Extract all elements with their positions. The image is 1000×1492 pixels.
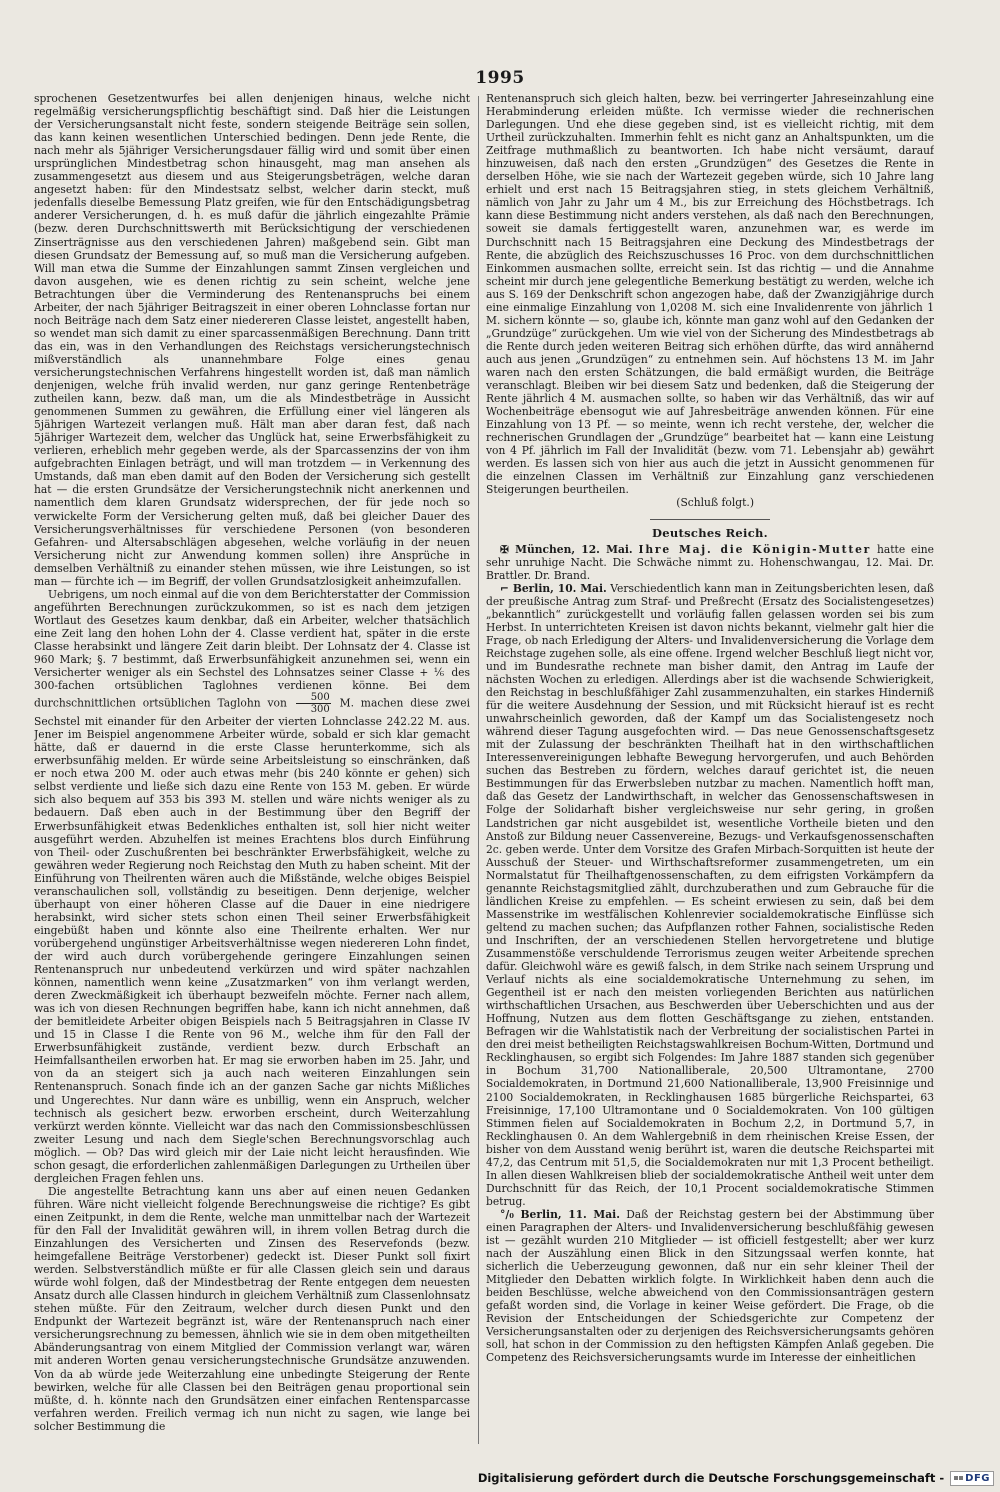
report-berlin-10-dateline: ⌐ Berlin, 10. Mai. [500, 581, 607, 595]
digitization-footer [478, 1468, 994, 1488]
left-paragraph-2-continued: M. machen diese zwei Sechstel mit einander für den Arbeiter der vierten Lohnclasse 242.22 M. aus. Jener im Beispiel angenommene Arbeiter würde, sobald er sich klar gemacht hätte, daß er dauernd in die erste Classe herunterkomme, sich als erwerbsunfähig melden. Er würde seine Arbeitsleistung so einschränken, daß er noch etwa 200 M. oder auch etwas mehr (bis 240 könnte er gehen) sich selbst verdiente und ließe sich dazu eine Rente von 153 M. geben. Er würde sich also bequem auf 353 bis 393 M. stellen und wäre nichts weniger als zu bedauern. Daß eben auch in der Bestimmung über den Begriff der Erwerbsunfähigkeit etwas Bedenkliches enthalten ist, soll hier nicht weiter ausgeführt werden. Abzuhelfen ist meines Erachtens blos durch Einführung von Theil- oder Zuschußrenten bei beschränkter Erwerbsfähigkeit, welche zu gewähren weder Regierung noch Reichstag den Muth zu haben scheint. Mit der Einführung von Theilrenten wären auch die Mißstände, welche obiges Beispiel veranschaulichen soll, vollständig zu beseitigen. Denn derjenige, welcher überhaupt von einer höheren Classe auf die Dauer in eine niedrigere herabsinkt, wird sicher stets schon einen Theil seiner Erwerbsfähigkeit eingebüßt haben und könnte also eine Theilrente erhalten. Wer nur vorübergehend ungünstiger Arbeitsverhältnisse wegen niedereren Lohn findet, der wird auch durch vorübergehende geringere Einzahlungen seinen Rentenanspruch nur unbedeutend verkürzen und wird später nachzahlen können, namentlich wenn keine „Zusatzmarken“ von ihm verlangt werden, deren Zweckmäßigkeit ich überhaupt bezweifeln möchte. Ferner nach allem, was ich von diesen Rechnungen begriffen habe, kann ich nicht annehmen, daß der bemitleidete Arbeiter obigen Beispiels nach 5 Beitragsjahren in Classe IV und 15 in Classe I die Rente von 96 M., welche ihm für den Fall der Erwerbsunfähigkeit zustände, verdient bezw. durch Erbschaft an Heimfallsantheilen erworben hat. Er mag sie erworben haben im 25. Jahr, und von da an steigert sich ja auch nach weiteren Einzahlungen sein Rentenanspruch. Sonach finde ich an der ganzen Sache gar nichts Mißliches und Ungerechtes. Nur dann wäre es unbillig, wenn ein Anspruch, welcher technisch als gesichert bezw. erworben erscheint, durch Weiterzahlung verkürzt werden könnte. Vielleicht war das nach den Commissionsbeschlüssen zweiter Lesung und nach dem Siegle'schen Berechnungsvorschlag auch möglich. — Ob? Das wird gleich mir der Laie nicht leicht herausfinden. Wie schon gesagt, die erforderlichen zahlenmäßigen Darlegungen zu Urtheilen über dergleichen Fragen fehlen uns. [34, 696, 470, 1185]
report-berlin-10-text: Verschiedentlich kann man in Zeitungsberichten lesen, daß der preußische Antrag zum Straf- und Preßrecht (Ersatz des Socialistengesetzes) „bekanntlich“ zurückgestellt und vorläufig fallen gelassen worden sei bis zum Herbst. In unterrichteten Kreisen ist davon nichts bekannt, vielmehr galt hier die Frage, ob nach Erledigung der Alters- und Invalidenversicherung die Vorlage dem Reichstage zugehen solle, als eine offene. Irgend welcher Beschluß liegt nicht vor, und im Bundesrathe rechnete man bisher damit, den Antrag im Laufe der nächsten Wochen zu erledigen. Allerdings aber ist die wachsende Schwierigkeit, den Reichstag in beschlußfähiger Zahl zusammenzuhalten, ein starkes Hinderniß für die weitere Ausdehnung der Session, und mit Rücksicht hierauf ist es recht unwahrscheinlich geworden, daß der Kampf um das Socialistengesetz noch während dieser Tagung ausgefochten wird. — Das neue Genossenschaftsgesetz mit der Zulassung der beschränkten Theilhaft hat in den wirthschaftlichen Interessenvereinigungen lebhafte Bewegung hervorgerufen, und auch Behörden suchen das Bestreben zu fördern, welches darauf gerichtet ist, die neuen Bestimmungen für das Erwerbsleben nutzbar zu machen. Namentlich hofft man, daß das Gesetz der Landwirthschaft, in welcher das Genossenschaftswesen in Folge der Solidarhaft bisher vergleichsweise nur sehr gering, in großen Landstrichen gar nicht ausgebildet ist, wesentliche Vortheile bieten und den Anstoß zur Bildung neuer Cassenvereine, Bezugs- und Verkaufsgenossenschaften 2c. geben werde. Unter dem Vorsitze des Grafen Mirbach-Sorquitten ist heute der Ausschuß der Steuer- und Wirthschaftsreformer zusammengetreten, um ein Normalstatut für Theilhaftgenossenschaften, zu dem eifrigsten Vorkämpfern da genannte Reichstagsmitglied zählt, durchzuberathen und zum Gebrauche für die ländlichen Kreise zu empfehlen. — Es scheint erwiesen zu sein, daß bei dem Massenstrike im westfälischen Kohlenrevier socialdemokratische Einflüsse sich geltend zu machen suchen; das Aufpflanzen rother Fahnen, socialistische Reden und Inschriften, der an verschiedenen Stellen hervorgetretene und blutige Zusammenstöße verschuldende Terrorismus zeugen weiter Arbeitende sprechen dafür. Gleichwohl wäre es gewiß falsch, in dem Strike nach seinem Ursprung und Verlauf nichts als eine socialdemokratische Unternehmung zu sehen, im Gegentheil ist er nach den meisten vorliegenden Berichten aus natürlichen wirthschaftlichen Ursachen, aus Beschwerden über Ueberschichten und aus der Hoffnung, Nutzen aus dem flotten Geschäftsgange zu ziehen, entstanden. Befragen wir die Wahlstatistik nach der Verbreitung der socialistischen Partei in den drei meist betheiligten Reichstagswahlkreisen Bochum-Witten, Dortmund und Recklinghausen, so ergibt sich Folgendes: Im Jahre 1887 standen sich gegenüber in Bochum 31,700 Nationalliberale, 20,500 Ultramontane, 2700 Socialdemokraten, in Dortmund 21,600 Nationalliberale, 13,900 Freisinnige und 2100 Socialdemokraten, in Recklinghausen 1685 bürgerliche Reichspartei, 63 Freisinnige, 17,100 Ultramontane und 0 Socialdemokraten. Von 100 gültigen Stimmen fielen auf Socialdemokraten in Bochum 2,2, in Dortmund 5,7, in Recklinghausen 0. An dem Wahlergebniß in dem rheinischen Kreise Essen, der bisher von dem Ausstand wenig berührt ist, waren die deutsche Reichspartei mit 47,2, das Centrum mit 51,5, die Socialdemokraten nur mit 1,3 Procent betheiligt. In allen diesen Wahlkreisen blieb der socialdemokratische Antheil weit unter dem Durchschnitt für das Reich, der 10,1 Procent socialdemokratische Stimmen betrug. [486, 581, 934, 1208]
column-divider [478, 96, 479, 1444]
report-berlin-11 [486, 1208, 934, 1365]
left-column [34, 92, 470, 1444]
right-column [486, 92, 934, 1444]
report-berlin-11-text: Daß der Reichstag gestern bei der Abstimmung über einen Paragraphen der Alters- und Invalidenversicherung beschlußfähig gewesen ist — gezählt wurden 210 Mitglieder — ist officiell festgestellt; aber wer kurz nach der Auszählung einen Blick in den Sitzungssaal werfen konnte, hat sicherlich die Ueberzeugung gewonnen, daß nur ein sehr kleiner Theil der Mitglieder den Debatten wirklich folgte. In Wirklichkeit haben denn auch die beiden Beschlüsse, welche abweichend von den Commissionsanträgen gestern gefaßt worden sind, die Vorlage in keiner Weise gefördert. Die Frage, ob die Revision der Entscheidungen der Schiedsgerichte zur Competenz der Versicherungsanstalten oder zu derjenigen des Reichsversicherungsamts gehören soll, hat schon in der Commission zu den heftigsten Kämpfen Anlaß gegeben. Die Competenz des Reichsversicherungsamts wurde im Interesse der einheitlichen [486, 1207, 934, 1365]
left-paragraph-1: sprochenen Gesetzentwurfes bei allen denjenigen hinaus, welche nicht regelmäßig versicherungspflichtig beschäftigt sind. Daß hier die Leistungen der Versicherungsanstalt nicht feste, sondern steigende Beiträge sein sollen, das kann keinen wesentlichen Unterschied bedingen. Denn jede Rente, die nach mehr als 5jähriger Versicherungsdauer fällig wird und somit über einen ursprünglichen Mindestbetrag schon hinausgeht, mag man ansehen als zusammengesetzt aus diesem und aus Steigerungsbeträgen, welche daran angesetzt haben: für den Mindestsatz selbst, welcher darin steckt, muß jedenfalls dieselbe Bemessung Platz greifen, wie für den Entschädigungsbetrag anderer Versicherungen, d. h. es muß dafür die jährlich eingezahlte Prämie (bezw. deren Durchschnittswerth mit Berücksichtigung der verschiedenen Zinserträgnisse aus den verschiedenen Jahren) maßgebend sein. Gibt man diesen Grundsatz der Bemessung auf, so muß man die Versicherung aufgeben. Will man etwa die Summe der Einzahlungen sammt Zinsen vergleichen und davon ausgehen, wie es denen richtig zu sein scheint, welche jene Betrachtungen über die Verminderung des Rentenanspruchs bei einem Arbeiter, der nach 5jähriger Beitragszeit in einer oberen Lohnclasse fortan nur noch Beiträge nach dem Satz einer niedereren Classe leistet, angestellt haben, so wendet man sich damit zu einer sparcassenmäßigen Berechnung. Dann tritt das ein, was in den Verhandlungen des Reichstags versicherungstechnisch mißverständlich als unannehmbare Folge eines genau versicherungstechnischen Verfahrens hingestellt worden ist, daß man nämlich denjenigen, welche früh invalid werden, nur ganz geringe Rentenbeträge zutheilen kann, bezw. daß man, um die als Mindestbeträge in Aussicht genommenen Summen zu gewähren, die Erfüllung einer viel längeren als 5jährigen Wartezeit verlangen muß. Hält man aber daran fest, daß nach 5jähriger Wartezeit dem, welcher das Unglück hat, seine Erwerbsfähigkeit zu verlieren, erheblich mehr gegeben werde, als der Sparcassenzins der von ihm aufgebrachten Einlagen beträgt, und will man trotzdem — in Verkennung des Umstands, daß man eben damit auf den Boden der Versicherung sich gestellt hat — die ersten Grundsätze der Versicherungstechnik nicht anerkennen und namentlich dem klaren Grundsatz widersprechen, der für jede noch so verwickelte Form der Versicherung gelten muß, daß bei gleicher Dauer des Versicherungsverhältnisses für verschiedene Personen (von besonderen Gefahren- und Altersabschlägen abgesehen, welche vorläufig in der neuen Versicherung nicht zur Anwendung kommen sollen) ihre Ansprüche in demselben Verhältniß zu einander stehen müssen, wie ihre Leistungen, so ist man — fürchte ich — im Begriff, der vollen Grundsatzlosigkeit anheimzufallen. [34, 92, 470, 588]
report-berlin-11-dateline: °/₀ Berlin, 11. Mai. [500, 1207, 620, 1221]
right-paragraph-1: Rentenanspruch sich gleich halten, bezw. bei verringerter Jahreseinzahlung eine Herabminderung erleiden müßte. Ich vermisse wieder die rechnerischen Darlegungen. Und ehe diese gegeben sind, ist es vielleicht richtig, mit dem Urtheil zurückzuhalten. Immerhin fehlt es nicht ganz an Anhaltspunkten, um die Zeitfrage muthmaßlich zu beantworten. Ich habe nicht versäumt, darauf hinzuweisen, daß nach den ersten „Grundzügen“ des Gesetzes die Rente in derselben Höhe, wie sie nach der Wartezeit gegeben würde, sich 10 Jahre lang erhielt und erst nach 15 Beitragsjahren stieg, in stets gleichem Verhältniß, nämlich von Jahr zu Jahr um 4 M., bis zur Erreichung des Höchstbetrags. Ich kann diese Bestimmung nicht anders verstehen, als daß nach den Berechnungen, soweit sie damals fertiggestellt waren, anzunehmen war, es werde im Durchschnitt nach 15 Beitragsjahren eine Deckung des Mindestbetrags der Rente, die abzüglich des Reichszuschusses 16 Proc. von dem durchschnittlichen Einkommen ausmachen sollte, erreicht sein. Ist das richtig — und die Annahme scheint mir durch jene gelegentliche Bemerkung bestätigt zu werden, welche ich aus S. 169 der Denkschrift schon angezogen habe, daß der Zwanzigjährige durch eine einmalige Einzahlung von 1,0208 M. sich eine Invalidenrente von jährlich 1 M. sichern könnte — so, glaube ich, könnte man ganz wohl auf den Gedanken der „Grundzüge“ zurückgehen. Um wie viel von der Sicherung des Mindestbetrags ab die Rente durch jeden weiteren Beitrag sich erhöhen dürfte, das wird annähernd auch aus jenen „Grundzügen“ zu entnehmen sein. Auf höchstens 13 M. im Jahr waren nach den ersten Schätzungen, die bald ermäßigt wurden, die Beiträge veranschlagt. Bleiben wir bei diesem Satz und bedenken, daß die Steigerung der Rente jährlich 4 M. ausmachen sollte, so haben wir das Verhältniß, das wir auf Wochenbeiträge ebensogut wie auf Jahresbeiträge anwenden können. Für eine Einzahlung von 13 Pf. — so meinte, wenn ich recht verstehe, der, welcher die rechnerischen Grundlagen der „Grundzüge“ bearbeitet hat — kann eine Leistung von 4 Pf. jährlich im Fall der Invalidität (bezw. vom 71. Lebensjahr ab) gewährt werden. Es lassen sich von hier aus auch die jetzt in Aussicht genommenen für die einzelnen Classen im Verhältniß zur Einzahlung ganz verschiedenen Steigerungen beurtheilen. [486, 92, 934, 497]
report-munich-spaced: Ihre Maj. die Königin-Mutter [638, 542, 872, 556]
left-paragraph-2 [34, 588, 470, 1185]
dfg-logo-text: DFG [965, 1472, 990, 1484]
report-munich-text: hatte eine sehr unruhige Nacht. Die Schwäche nimmt zu. Hohenschwangau, 12. Mai. Dr. Brattler. Dr. Brand. [486, 542, 934, 582]
report-munich [486, 543, 934, 582]
page-number: 1995 [475, 68, 525, 88]
fraction-numerator: 500 [296, 692, 331, 704]
left-paragraph-3: Die angestellte Betrachtung kann uns aber auf einen neuen Gedanken führen. Wäre nicht vielleicht folgende Berechnungsweise die richtige? Es gibt einen Zeitpunkt, in dem die Rente, welche man unmittelbar nach der Wartezeit für den Fall der Invalidität gewähren will, in ihrem vollen Betrag durch die Einzahlungen des Versicherten und Zinsen des Reservefonds (bezw. heimgefallene Beiträge Verstorbener) gedeckt ist. Dieser Punkt soll fixirt werden. Selbstverständlich müßte er für alle Classen gleich sein und daraus würde wohl folgen, daß der Mindestbetrag der Rente entgegen dem neuesten Ansatz durch alle Classen hindurch in gleichem Verhältniß zum Classenlohnsatz stehen müßte. Für den Zeitraum, welcher durch diesen Punkt und den Endpunkt der Wartezeit begränzt ist, wäre der Rentenanspruch nach einer versicherungsrechnung zu bemessen, ähnlich wie sie in dem oben mitgetheilten Abänderungsantrag von einem Mitglied der Commission verlangt war, wären mit anderen Worten genau versicherungstechnische Grundsätze anzuwenden. Von da ab würde jede Weiterzahlung eine unbedingte Steigerung der Rente bewirken, welche für alle Classen bei den Beiträgen genau proportional sein müßte, d. h. könnte nach den Grundsätzen einer einfachen Rentensparcasse verfahren werden. Freilich vermag ich nun nicht zu sagen, wie lange bei solcher Bestimmung die [34, 1184, 470, 1433]
taglohn-fraction [296, 692, 331, 715]
section-heading: Deutsches Reich. [651, 525, 768, 540]
report-munich-dateline: ✠ München, 12. Mai. [500, 542, 633, 556]
fraction-denominator: 300 [310, 704, 330, 716]
report-berlin-10 [486, 582, 934, 1208]
closing-note: (Schluß folgt.) [676, 496, 754, 510]
dfg-logo-icon [954, 1476, 963, 1480]
dfg-logo [950, 1471, 994, 1486]
section-divider [650, 519, 770, 520]
footer-credit-text: Digitalisierung gefördert durch die Deutsche Forschungsgemeinschaft - [477, 1471, 945, 1485]
left-paragraph-2-text: Uebrigens, um noch einmal auf die von dem Berichterstatter der Commission angeführten Berechnungen zurückzukommen, so ist es nach dem jetzigen Wortlaut des Gesetzes kaum denkbar, daß ein Arbeiter, welcher thatsächlich eine Zeit lang den hohen Lohn der 4. Classe verdient hat, später in die erste Classe herabsinkt und längere Zeit darin bleibt. Der Lohnsatz der 4. Classe ist 960 Mark; §. 7 bestimmt, daß Erwerbsunfähigkeit anzunehmen sei, wenn ein Versicherter weniger als ein Sechstel des Lohnsatzes seiner Classe + ⅙ des 300-fachen ortsüblichen Taglohnes verdienen könne. Bei dem durchschnittlichen ortsüblichen Taglohn von [34, 587, 470, 710]
